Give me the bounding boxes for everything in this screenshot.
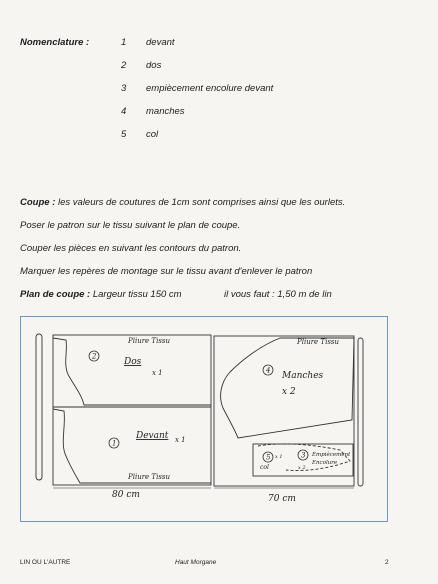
nomenclature-num: 1 bbox=[121, 37, 127, 48]
right-fold-top: Pliure Tissu bbox=[297, 338, 340, 346]
nomenclature-item: dos bbox=[146, 60, 162, 71]
manches-number: 4 bbox=[266, 366, 271, 375]
cutting-plan-diagram bbox=[20, 316, 388, 522]
coupe-label: Coupe : bbox=[20, 197, 56, 208]
coupe-text: les valeurs de coutures de 1cm sont comprises ainsi que les ourlets. bbox=[58, 197, 346, 208]
footer-title: Haut Morgane bbox=[175, 559, 217, 566]
nomenclature-num: 3 bbox=[121, 83, 127, 94]
nomenclature-num: 5 bbox=[121, 129, 127, 140]
manches-name: Manches bbox=[282, 371, 324, 381]
plan-width: Largeur tissu 150 cm bbox=[92, 289, 182, 300]
devant-name: Devant bbox=[136, 431, 169, 441]
dos-outline bbox=[53, 338, 211, 405]
instruction-line: Couper les pièces en suivant les contours du patron. bbox=[20, 243, 242, 254]
instruction-line: Poser le patron sur le tissu suivant le plan de coupe. bbox=[20, 220, 241, 231]
plan-label: Plan de coupe : bbox=[20, 289, 91, 300]
plan-line bbox=[20, 289, 182, 300]
nomenclature-item: devant bbox=[146, 37, 175, 48]
plan-needed: il vous faut : 1,50 m de lin bbox=[224, 289, 332, 300]
dos-qty: x 1 bbox=[152, 369, 163, 377]
devant-outline bbox=[53, 409, 211, 483]
devant-qty: x 1 bbox=[175, 436, 186, 444]
nomenclature-item: empiècement encolure devant bbox=[146, 83, 274, 94]
left-length: 80 cm bbox=[112, 490, 140, 500]
empiecement-number: 3 bbox=[301, 451, 306, 460]
nomenclature-item: col bbox=[146, 129, 159, 140]
nomenclature-num: 4 bbox=[121, 106, 127, 117]
instruction-line: Marquer les repères de montage sur le tissu avant d'enlever le patron bbox=[20, 266, 313, 277]
manches-qty: x 2 bbox=[282, 387, 296, 397]
right-length: 70 cm bbox=[268, 494, 296, 504]
col-name: col bbox=[260, 464, 269, 471]
nomenclature-num: 2 bbox=[121, 60, 127, 71]
coupe-paragraph bbox=[20, 197, 345, 208]
nomenclature-label: Nomenclature : bbox=[20, 37, 90, 48]
col-number: 5 bbox=[266, 453, 271, 462]
empiecement-qty: x 2 bbox=[298, 465, 306, 471]
dos-name: Dos bbox=[124, 357, 142, 367]
left-fold-bottom: Pliure Tissu bbox=[128, 473, 171, 481]
left-fold-top: Pliure Tissu bbox=[128, 337, 171, 345]
devant-number: 1 bbox=[112, 439, 117, 448]
nomenclature-item: manches bbox=[146, 106, 185, 117]
col-qty: x 1 bbox=[275, 454, 283, 460]
dos-number: 2 bbox=[92, 352, 97, 361]
selvage-right bbox=[358, 338, 363, 486]
footer-brand: LIN OU L'AUTRE bbox=[20, 559, 71, 566]
empiecement-name-1: Empiècement bbox=[312, 452, 351, 458]
page-number: 2 bbox=[385, 559, 389, 566]
selvage-left bbox=[36, 334, 42, 480]
empiecement-name-2: Encolure bbox=[312, 460, 338, 466]
